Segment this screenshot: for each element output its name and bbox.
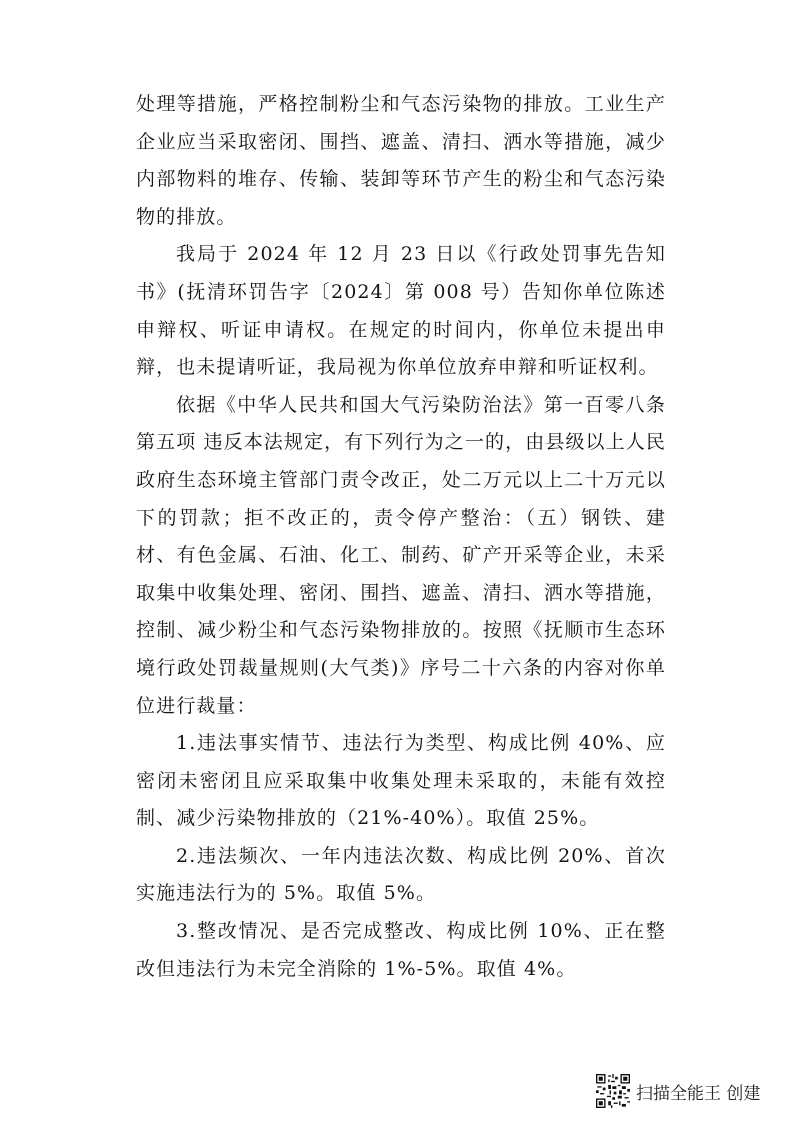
paragraph-5: 2.违法频次、一年内违法次数、构成比例 20%、首次实施违法行为的 5%。取值 5%。 xyxy=(136,844,666,905)
watermark-text: 扫描全能王 创建 xyxy=(636,1083,761,1104)
paragraph-3: 依据《中华人民共和国大气污染防治法》第一百零八条第五项 违反本法规定，有下列行为之一的，由县级以上人民政府生态环境主管部门责令改正，处二万元以上二十万元以下的罚款；拒不改正的，责令停产整治：（五）钢铁、建材、有色金属、石油、化工、制药、矿产开采等企业，未采取集中收集处理、密闭、围挡、遮盖、清扫、洒水等措施，控制、减少粉尘和气态污染物排放的。按照《抚顺市生态环境行政处罚裁量规则(大气类)》序号二十六条的内容对你单位进行裁量： xyxy=(136,393,666,717)
document-body xyxy=(136,86,666,988)
paragraph-2: 我局于 2024 年 12 月 23 日以《行政处罚事先告知书》(抚清环罚告字〔2024〕第 008 号）告知你单位陈述申辩权、听证申请权。在规定的时间内，你单位未提出申辩，也未提请听证，我局视为你单位放弃申辩和听证权利。 xyxy=(136,243,666,379)
qr-code-icon xyxy=(596,1074,630,1108)
paragraph-4: 1.违法事实情节、违法行为类型、构成比例 40%、应密闭未密闭且应采取集中收集处理未采取的，未能有效控制、减少污染物排放的（21%-40%）。取值 25%。 xyxy=(136,732,666,830)
scanner-watermark xyxy=(596,1072,760,1110)
paragraph-1: 处理等措施，严格控制粉尘和气态污染物的排放。工业生产企业应当采取密闭、围挡、遮盖、清扫、洒水等措施，减少内部物料的堆存、传输、装卸等环节产生的粉尘和气态污染物的排放。 xyxy=(136,93,666,228)
paragraph-6: 3.整改情况、是否完成整改、构成比例 10%、正在整改但违法行为未完全消除的 1%-5%。取值 4%。 xyxy=(136,920,666,980)
